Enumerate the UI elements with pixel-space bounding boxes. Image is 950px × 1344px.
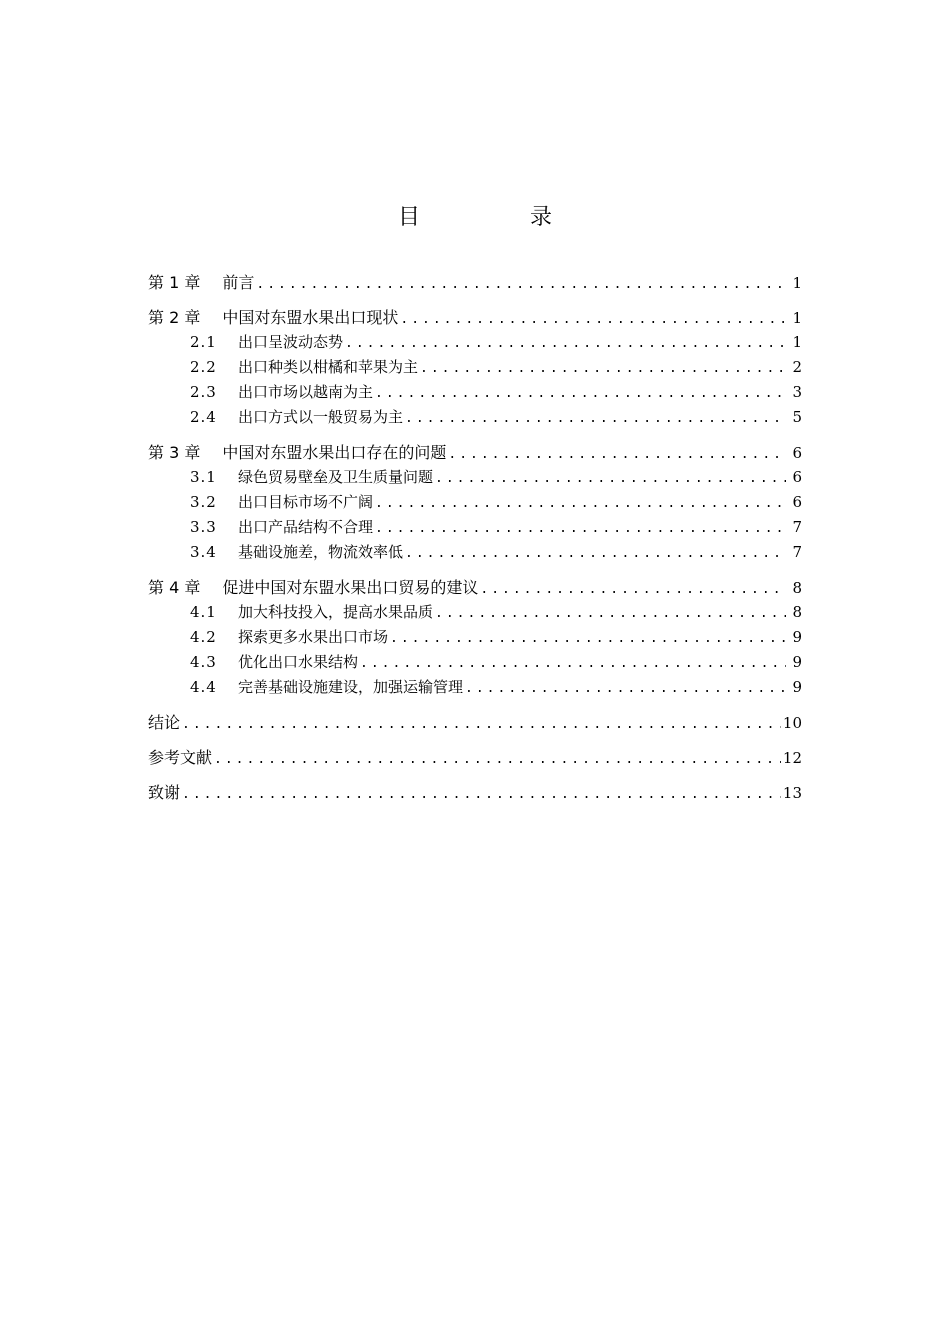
section-number: 2.4 [190,408,217,426]
page-number: 6 [792,444,802,462]
page-number: 5 [792,408,802,426]
dot-leader [182,712,781,737]
section-number: 2.1 [190,333,217,351]
page-number: 6 [792,468,802,486]
section-title: 完善基础设施建设，加强运输管理 [238,678,464,696]
chapter-number: 第 4 章 [148,578,201,597]
section-number: 3.2 [190,493,217,511]
chapter-number: 第 2 章 [148,308,201,327]
page-number: 1 [792,333,802,351]
page-number: 3 [792,383,802,401]
entry-title: 结论 [148,713,181,732]
chapter-number: 第 1 章 [148,273,201,292]
dot-leader [435,601,786,626]
dot-leader [420,356,786,381]
section-number: 2.3 [190,383,217,401]
toc-references[interactable] [148,745,802,770]
section-number: 4.2 [190,628,217,646]
section-number: 3.3 [190,518,217,536]
dot-leader [345,331,786,356]
section-title: 出口产品结构不合理 [238,518,374,536]
toc-section-2-2[interactable] [148,355,802,380]
toc-section-4-1[interactable] [148,600,802,625]
toc-conclusion[interactable] [148,710,802,735]
toc-title: 目 录 [397,205,596,230]
dot-leader [375,491,786,516]
table-of-contents [148,270,802,805]
chapter-title: 中国对东盟水果出口存在的问题 [222,443,447,462]
dot-leader [405,406,786,431]
section-number: 4.3 [190,653,217,671]
page-number: 7 [792,518,802,536]
dot-leader [375,516,786,541]
toc-chapter-4[interactable] [148,575,802,600]
toc-section-4-4[interactable] [148,675,802,700]
section-title: 出口目标市场不广阔 [238,493,374,511]
entry-title: 参考文献 [148,748,213,767]
toc-acknowledgements[interactable] [148,780,802,805]
page-number: 6 [792,493,802,511]
section-title: 探索更多水果出口市场 [238,628,389,646]
toc-chapter-2[interactable] [148,305,802,330]
section-number: 3.4 [190,543,217,561]
page-number: 1 [792,309,802,327]
section-number: 4.1 [190,603,217,621]
section-number: 2.2 [190,358,217,376]
page-number: 9 [792,628,802,646]
page-number: 8 [792,603,802,621]
chapter-title: 前言 [222,273,255,292]
page-number: 8 [792,579,802,597]
page-number: 2 [792,358,802,376]
toc-section-2-3[interactable] [148,380,802,405]
toc-section-3-2[interactable] [148,490,802,515]
dot-leader [182,782,781,807]
toc-section-3-1[interactable] [148,465,802,490]
page-number: 7 [792,543,802,561]
toc-section-2-4[interactable] [148,405,802,430]
toc-section-3-4[interactable] [148,540,802,565]
dot-leader [256,272,786,297]
toc-section-4-2[interactable] [148,625,802,650]
toc-chapter-1[interactable] [148,270,802,295]
section-title: 绿色贸易壁垒及卫生质量问题 [238,468,434,486]
section-number: 4.4 [190,678,217,696]
section-title: 出口种类以柑橘和苹果为主 [238,358,419,376]
page-number: 13 [782,784,802,802]
dot-leader [400,307,786,332]
toc-section-3-3[interactable] [148,515,802,540]
page-number: 1 [792,274,802,292]
toc-section-2-1[interactable] [148,330,802,355]
section-title: 加大科技投入，提高水果品质 [238,603,434,621]
chapter-title: 中国对东盟水果出口现状 [222,308,399,327]
section-title: 基础设施差，物流效率低 [238,543,404,561]
dot-leader [360,651,786,676]
section-number: 3.1 [190,468,217,486]
page-number: 10 [782,714,802,732]
section-title: 优化出口水果结构 [238,653,359,671]
page-number: 9 [792,678,802,696]
chapter-title: 促进中国对东盟水果出口贸易的建议 [222,578,479,597]
dot-leader [448,442,786,467]
dot-leader [214,747,781,772]
entry-title: 致谢 [148,783,181,802]
dot-leader [465,676,786,701]
section-title: 出口呈波动态势 [238,333,344,351]
dot-leader [390,626,786,651]
toc-section-4-3[interactable] [148,650,802,675]
dot-leader [375,381,786,406]
dot-leader [405,541,786,566]
page-number: 9 [792,653,802,671]
section-title: 出口市场以越南为主 [238,383,374,401]
dot-leader [480,577,786,602]
section-title: 出口方式以一般贸易为主 [238,408,404,426]
chapter-number: 第 3 章 [148,443,201,462]
toc-chapter-3[interactable] [148,440,802,465]
dot-leader [435,466,786,491]
page-number: 12 [782,749,802,767]
